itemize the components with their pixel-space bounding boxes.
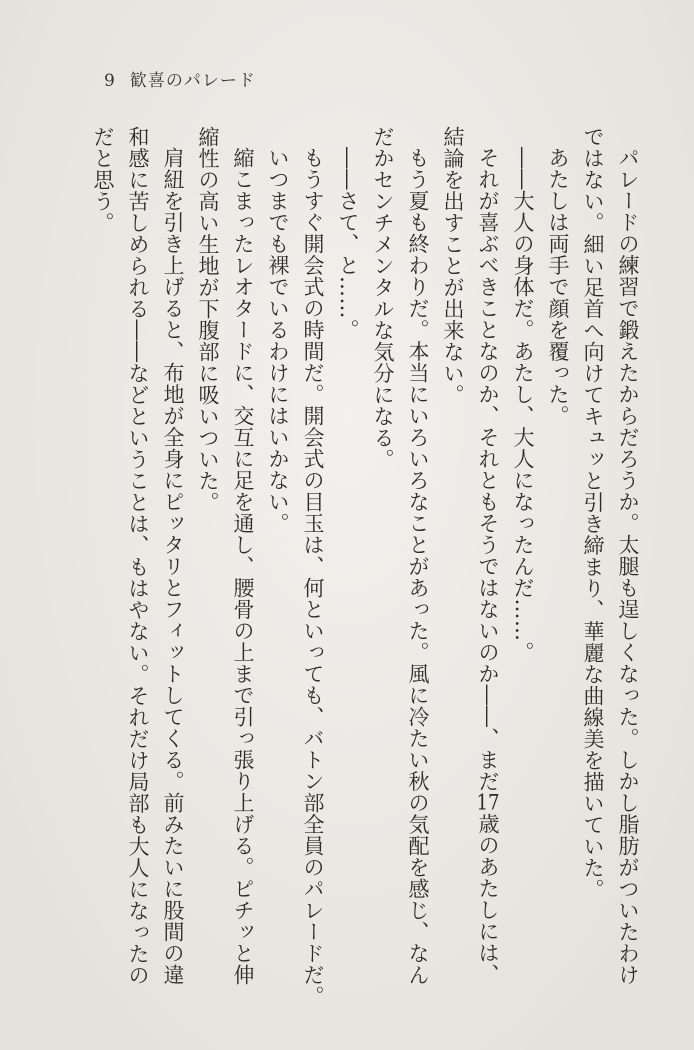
text-column: だと思う。 (91, 126, 115, 234)
text-column: ――さて、と……。 (336, 147, 360, 341)
text-column: 結論を出すことが出来ない。 (441, 126, 465, 406)
body-text (85, 126, 645, 1016)
text-column: いつまでも裸でいるわけにはいかない。 (266, 147, 290, 534)
text-column: だかセンチメンタルな気分になる。 (371, 126, 395, 470)
text-segment: 歳のあたしには、 (476, 813, 500, 985)
tate-chu-yoko-number: 17 (476, 792, 500, 813)
chapter-title: 歓喜のパレード (129, 71, 256, 91)
running-head (104, 66, 256, 91)
text-column: ではない。細い足首へ向けてキュッと引き締まり、華麗な曲線美を描いていた。 (581, 126, 605, 900)
text-segment: それが喜ぶべきことなのか、それともそうではないのか――、まだ (476, 147, 500, 792)
text-column: 和感に苦しめられる――などということは、もはやない。それだけ局部も大人になったの (126, 126, 150, 986)
text-column: もうすぐ開会式の時間だ。開会式の目玉は、何といっても、バトン部全員のパレードだ。 (301, 147, 325, 1007)
text-column: 縮性の高い生地が下腹部に吸いついた。 (196, 126, 220, 513)
text-column: パレードの練習で鍛えたからだろうか。太腿も逞しくなった。しかし脂肪がついたわけ (616, 147, 640, 986)
text-column: あたしは両手で顔を覆った。 (546, 147, 570, 427)
text-column: 縮こまったレオタードに、交互に足を通し、腰骨の上まで引っ張り上げる。ピチッと伸 (231, 147, 255, 986)
text-column (470, 126, 505, 1016)
text-column: ――大人の身体だ。あたし、大人になったんだ……。 (511, 147, 535, 663)
text-column: 肩紐を引き上げると、布地が全身にピッタリとフィットしてくる。前みたいに股間の違 (161, 147, 185, 986)
text-column: もう夏も終わりだ。本当にいろいろなことがあった。風に冷たい秋の気配を感じ、なん (406, 147, 430, 986)
page-number: 9 (104, 71, 116, 91)
